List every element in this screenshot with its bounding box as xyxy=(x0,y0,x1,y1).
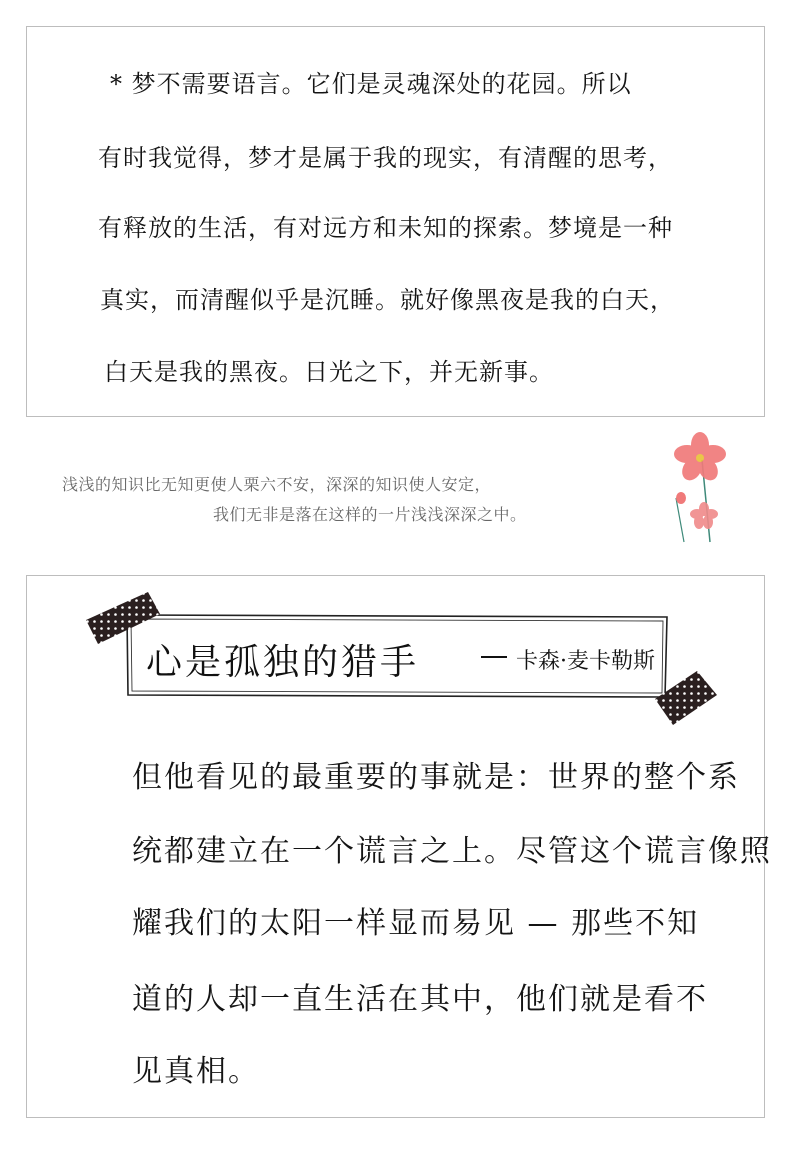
polka-dot-tape-icon xyxy=(653,669,719,727)
bottom-line-3: 耀我们的太阳一样显而易见 — 那些不知 xyxy=(132,906,700,941)
top-line-2: 有时我觉得，梦才是属于我的现实，有清醒的思考， xyxy=(98,144,673,172)
top-line-5: 白天是我的黑夜。日光之下，并无新事。 xyxy=(104,358,554,386)
top-line-4: 真实，而清醒似乎是沉睡。就好像黑夜是我的白天， xyxy=(100,286,675,314)
title-dash xyxy=(481,656,507,658)
book-author: 卡森·麦卡勒斯 xyxy=(516,649,655,674)
flower-icon xyxy=(662,430,732,545)
polka-dot-tape-icon xyxy=(84,590,162,646)
bottom-line-1: 但他看见的最重要的事就是：世界的整个系 xyxy=(132,760,740,795)
quote-line-2: 我们无非是落在这样的一片浅浅深深之中。 xyxy=(213,505,527,524)
quote-line-1: 浅浅的知识比无知更使人栗六不安，深深的知识使人安定， xyxy=(62,475,492,494)
bottom-line-2: 统都建立在一个谎言之上。尽管这个谎言像照 xyxy=(132,834,772,869)
bottom-line-5: 见真相。 xyxy=(132,1054,260,1089)
bottom-line-4: 道的人却一直生活在其中，他们就是看不 xyxy=(132,982,708,1017)
book-title: 心是孤独的猎手 xyxy=(146,642,420,683)
top-line-3: 有释放的生活，有对远方和未知的探索。梦境是一种 xyxy=(98,214,673,242)
top-line-1: * 梦不需要语言。它们是灵魂深处的花园。所以 xyxy=(110,70,632,98)
